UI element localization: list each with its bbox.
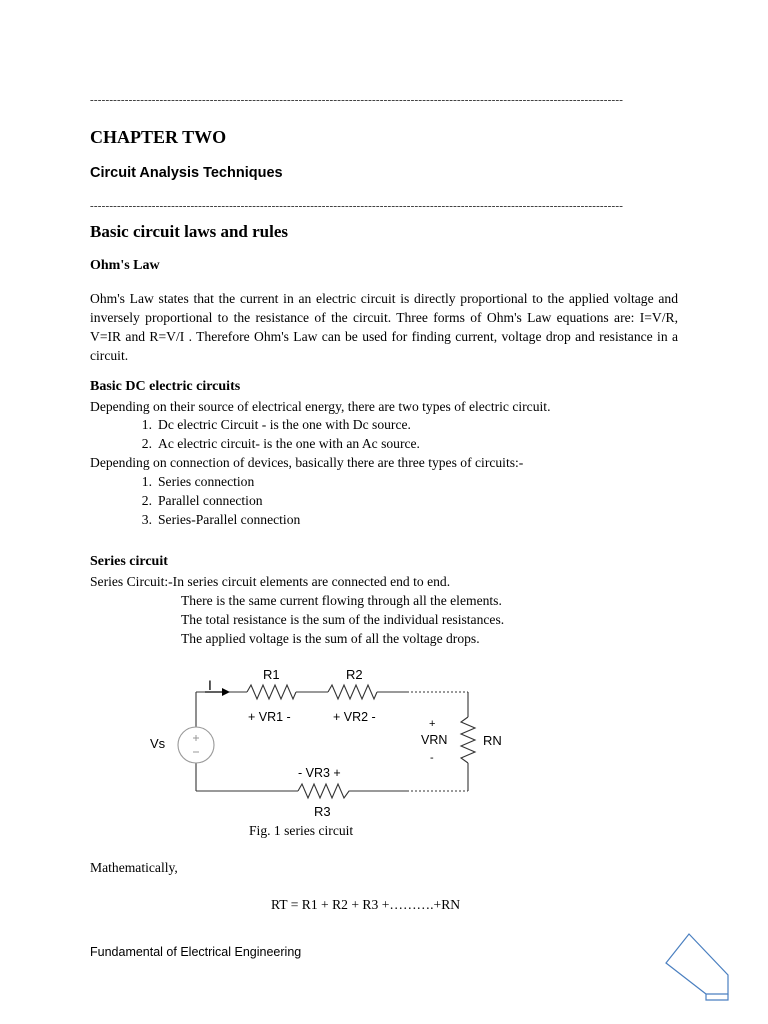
voltage-source-icon [178,727,214,763]
vrn-minus-label: - [430,752,434,764]
vr2-label: + VR2 - [333,710,376,724]
page-curl-icon [666,934,728,1000]
header-rule-bottom: ------------------------------------------------------------------------------------------------------------------------------------------ [90,200,624,212]
list-text: Series connection [158,474,255,489]
list-text: Parallel connection [158,493,263,508]
vr3-label: - VR3 + [298,766,341,780]
list-text: Series-Parallel connection [158,512,301,527]
list-number: 1. [141,474,152,489]
ohms-law-heading: Ohm's Law [90,258,160,273]
r2-label: R2 [346,667,363,682]
list-number: 1. [141,417,152,432]
header-rule-top: ------------------------------------------------------------------------------------------------------------------------------------------ [90,94,624,106]
dc-intro-2: Depending on connection of devices, basically there are three types of circuits:- [90,455,524,470]
vrn-label: VRN [421,733,448,747]
vs-label: Vs [150,736,166,751]
list-text: Ac electric circuit- is the one with an Ac source. [158,436,420,451]
current-label: I [208,677,212,693]
footer-text: Fundamental of Electrical Engineering [90,945,302,959]
math-intro: Mathematically, [90,860,178,875]
chapter-title: CHAPTER TWO [90,127,227,147]
ohms-law-paragraph: Ohm's Law states that the current in an electric circuit is directly proportional to the applied voltage and inversely proportional to the resistance of the circuit. Three forms of Ohm's Law equations are: I=V/R, V=IR and R=V/I . Therefore Ohm's Law can be used for finding current, voltage drop and resistance in a circuit. [90,291,678,363]
section-title: Basic circuit laws and rules [90,222,289,241]
chapter-subtitle: Circuit Analysis Techniques [90,165,283,181]
list-number: 2. [141,436,152,451]
dc-intro-1: Depending on their source of electrical energy, there are two types of electric circuit. [90,399,551,414]
figure-caption: Fig. 1 series circuit [249,823,354,838]
list-number: 3. [141,512,152,527]
series-line-3: The total resistance is the sum of the individual resistances. [181,612,505,627]
series-line-1: Series Circuit:-In series circuit elements are connected end to end. [90,574,451,589]
series-line-2: There is the same current flowing through all the elements. [181,593,502,608]
list-number: 2. [141,493,152,508]
series-line-4: The applied voltage is the sum of all the voltage drops. [181,631,480,646]
dc-circuits-heading: Basic DC electric circuits [90,379,241,394]
list-text: Dc electric Circuit - is the one with Dc source. [158,417,411,432]
series-heading: Series circuit [90,554,168,569]
rn-label: RN [483,733,502,748]
r3-label: R3 [314,804,331,819]
vrn-plus-label: + [429,718,436,730]
resistor-r2 [328,685,377,699]
resistor-rn [461,717,475,763]
r1-label: R1 [263,667,280,682]
equation: RT = R1 + R2 + R3 +……….+RN [271,897,461,912]
vr1-label: + VR1 - [248,710,291,724]
resistor-r1 [247,685,296,699]
resistor-r3 [298,784,352,798]
